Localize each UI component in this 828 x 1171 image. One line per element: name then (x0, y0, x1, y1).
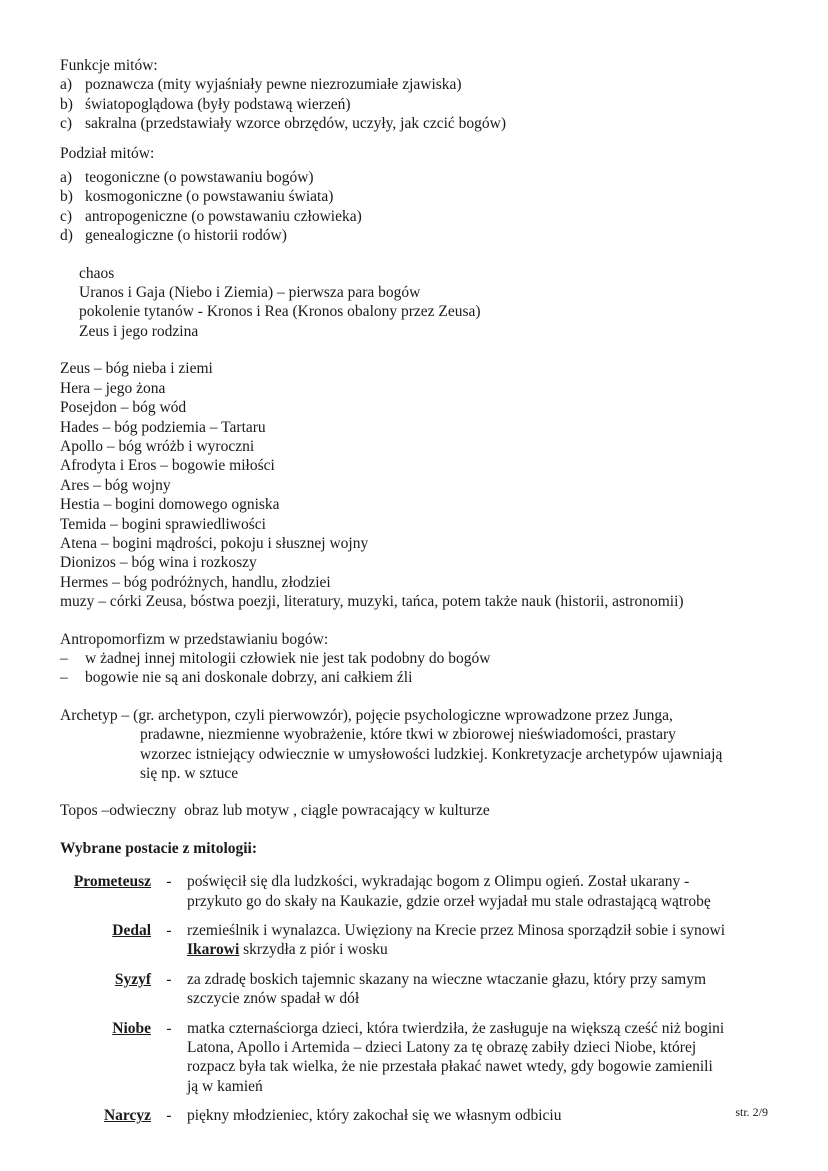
god-entry: Posejdon – bóg wód (60, 399, 187, 417)
figure-name: Prometeusz (73, 873, 151, 891)
figure-row: Niobe - matka czternaściorga dzieci, która twierdziła, że zasługuje na większą cześć niż bogini Latona, Apollo i Artemida – dzieci Latony za tę obrazę zabiły dzieci Niobe, której rozpacz była tak wielka, że nie przestała płakać nawet wtedy, gdy bogowie zamienili ją w kamień (60, 1019, 772, 1097)
figure-row: Dedal - rzemieślnik i wynalazca. Uwięziony na Krecie przez Minosa sporządził sobie i synowi Ikarowi skrzydła z piór i wosku (60, 921, 772, 960)
god-entry: Atena – bogini mądrości, pokoju i słusznej wojny (60, 534, 369, 552)
list-item: a) teogoniczne (o powstawaniu bogów) (60, 169, 314, 187)
archetyp-first-line: Archetyp – (gr. archetypon, czyli pierwowzór), pojęcie psychologiczne wprowadzone przez Junga, (60, 706, 673, 724)
figure-row: Prometeusz - poświęcił się dla ludzkości, wykradając bogom z Olimpu ogień. Został ukarany - przykuto go do skały na Kaukazie, gdzie orzeł wyjadał mu stale odrastającą wątrobę (60, 872, 772, 911)
genealogy-line: Zeus i jego rodzina (79, 322, 199, 340)
god-entry: Hermes – bóg podróżnych, handlu, złodziei (60, 573, 331, 591)
list-item: – bogowie nie są ani doskonale dobrzy, ani całkiem źli (60, 669, 413, 687)
topos-paragraph: Topos –odwieczny obraz lub motyw , ciągle powracający w kulturze (60, 802, 490, 820)
figures-table (60, 872, 772, 1125)
figure-name-inline: Ikarowi (187, 941, 240, 959)
figure-description: matka czternaściorga dzieci, która twierdziła, że zasługuje na większą cześć niż bogini Latona, Apollo i Artemida – dzieci Latony za tę obrazę zabiły dzieci Niobe, której rozpacz była tak wielka, że nie przestała płakać nawet wtedy, gdy bogowie zamienili ją w kamień (187, 1019, 725, 1095)
god-entry: Hera – jego żona (60, 379, 166, 397)
god-entry: Hestia – bogini domowego ogniska (60, 496, 280, 514)
list-item: c) antropogeniczne (o powstawaniu człowieka) (60, 207, 362, 225)
god-entry: Dionizos – bóg wina i rozkoszy (60, 554, 257, 572)
list-item: c) sakralna (przedstawiały wzorce obrzędów, uczyły, jak czcić bogów) (60, 115, 507, 133)
list-item: d) genealogiczne (o historii rodów) (60, 227, 287, 245)
god-entry: Zeus – bóg nieba i ziemi (60, 360, 213, 378)
document-page (60, 56, 772, 1136)
list-item: a) poznawcza (mity wyjaśniały pewne niezrozumiałe zjawiska) (60, 76, 462, 94)
section-genealogy (60, 264, 772, 342)
god-entry: muzy – córki Zeusa, bóstwa poezji, literatury, muzyki, tańca, potem także nauk (historii, astronomii) (60, 593, 684, 611)
list-item: b) światopoglądowa (były podstawą wierzeń) (60, 95, 351, 113)
god-entry: Ares – bóg wojny (60, 476, 171, 494)
god-entry: Temida – bogini sprawiedliwości (60, 515, 266, 533)
figure-name: Dedal (112, 922, 151, 940)
figure-description: piękny młodzieniec, który zakochał się we własnym odbiciu (187, 1107, 562, 1125)
section-gods (60, 359, 772, 611)
anthropomorphism-title: Antropomorfizm w przedstawianiu bogów: (60, 630, 329, 648)
archetyp-line: wzorzec istniejący odwiecznie w umysłowości ludzkiej. Konkretyzacje archetypów ujawniają (140, 745, 723, 763)
page-number: str. 2/9 (735, 1105, 768, 1119)
figure-description: za zdradę boskich tajemnic skazany na wieczne wtaczanie głazu, który przy samym szczycie znów spadał w dół (187, 970, 707, 1008)
figures-title: Wybrane postacie z mitologii: (60, 839, 258, 857)
genealogy-line: Uranos i Gaja (Niebo i Ziemia) – pierwsza para bogów (79, 284, 421, 302)
genealogy-line: pokolenie tytanów - Kronos i Rea (Kronos obalony przez Zeusa) (79, 303, 481, 321)
section-figures (60, 839, 772, 1126)
section-anthropomorphism (60, 630, 772, 688)
figure-name: Narcyz (103, 1107, 151, 1125)
figure-name: Syzyf (114, 970, 151, 988)
figure-description: rzemieślnik i wynalazca. Uwięziony na Krecie przez Minosa sporządził sobie i synowi Ikarowi skrzydła z piór i wosku (187, 922, 726, 959)
god-entry: Hades – bóg podziemia – Tartaru (60, 418, 266, 436)
section-division (60, 144, 772, 246)
figure-name: Niobe (112, 1019, 151, 1037)
genealogy-line: chaos (79, 264, 115, 282)
god-entry: Afrodyta i Eros – bogowie miłości (60, 457, 275, 475)
archetyp-line: się np. w sztuce (140, 765, 239, 782)
section-archetyp (60, 706, 772, 784)
division-title: Podział mitów: (60, 144, 155, 162)
figure-row: Narcyz - piękny młodzieniec, który zakochał się we własnym odbiciu (60, 1106, 772, 1125)
archetyp-line: pradawne, niezmienne wyobrażenie, które tkwi w zbiorowej nieświadomości, prastary (140, 726, 676, 744)
section-functions (60, 56, 772, 134)
list-item: – w żadnej innej mitologii człowiek nie jest tak podobny do bogów (60, 649, 491, 667)
figure-description: poświęcił się dla ludzkości, wykradając bogom z Olimpu ogień. Został ukarany - przykuto go do skały na Kaukazie, gdzie orzeł wyjadał mu stale odrastającą wątrobę (187, 873, 711, 910)
god-entry: Apollo – bóg wróżb i wyroczni (60, 437, 255, 455)
figure-row: Syzyf - za zdradę boskich tajemnic skazany na wieczne wtaczanie głazu, który przy samym szczycie znów spadał w dół (60, 970, 772, 1009)
functions-title: Funkcje mitów: (60, 57, 158, 74)
list-item: b) kosmogoniczne (o powstawaniu świata) (60, 188, 334, 206)
